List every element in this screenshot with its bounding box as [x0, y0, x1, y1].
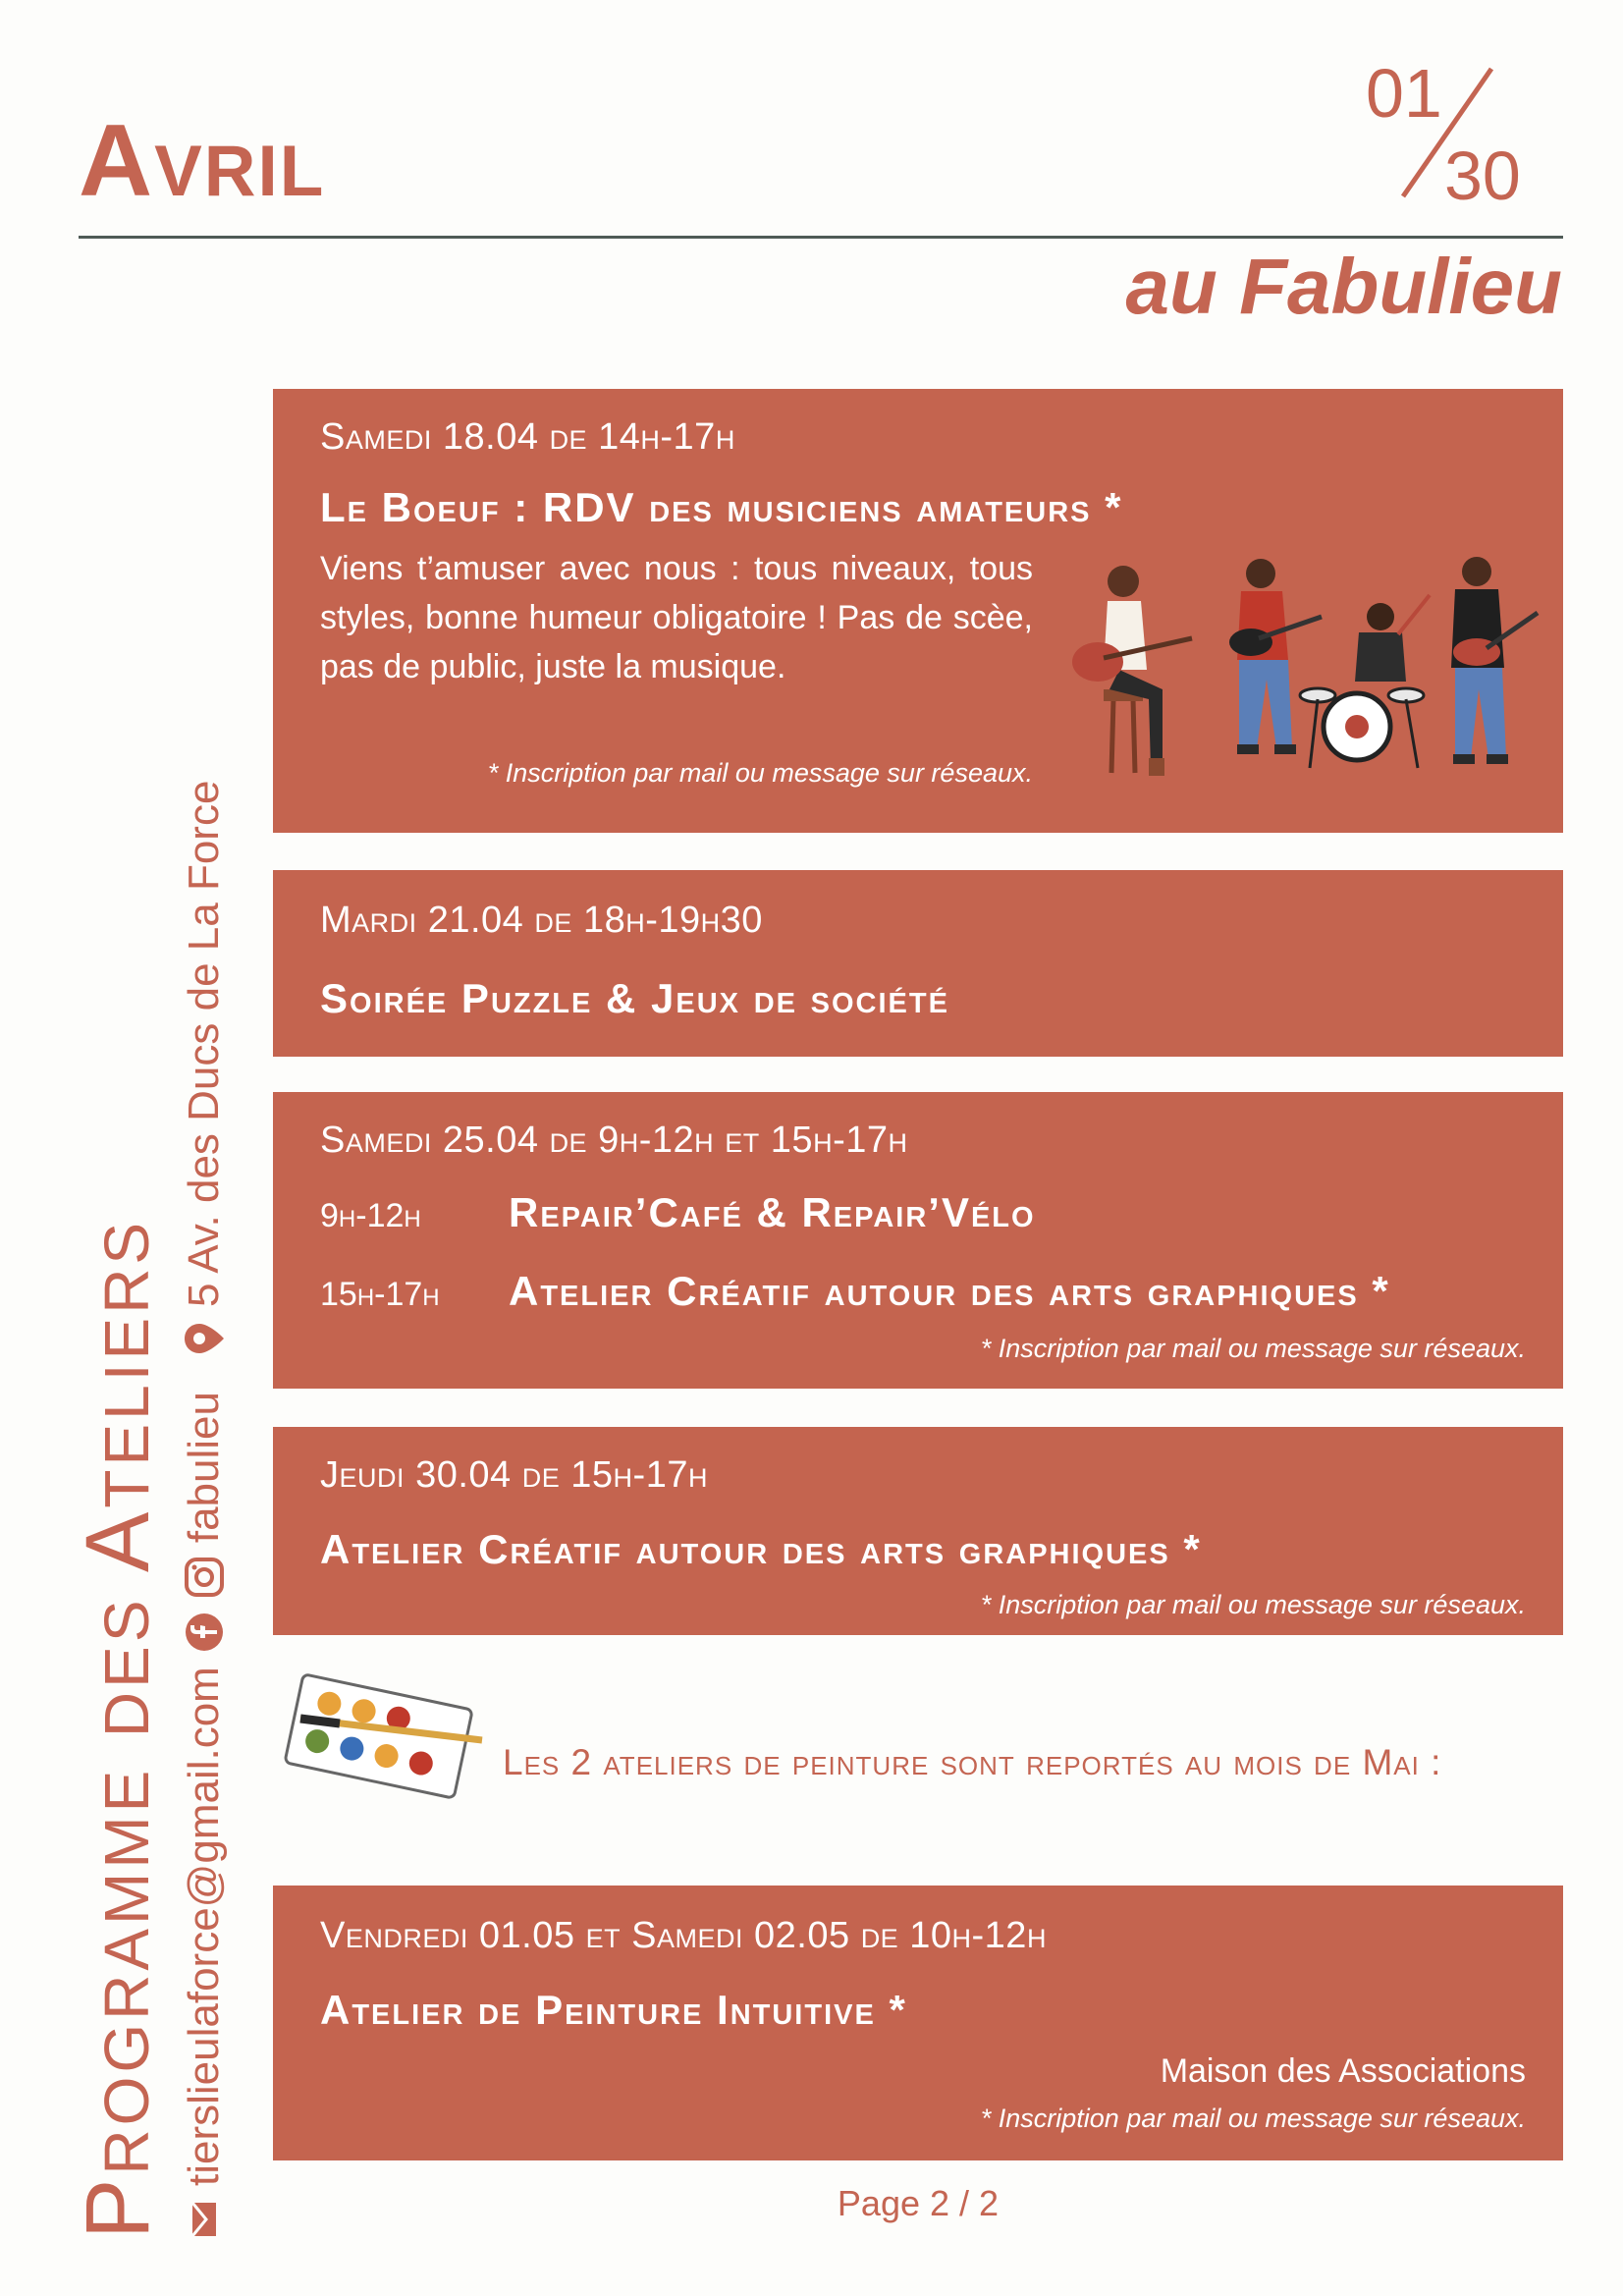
- page-number: Page 2 / 2: [837, 2183, 1000, 2223]
- sidebar-vertical: [69, 403, 245, 2239]
- registration-note: * Inscription par mail ou message sur réseaux.: [980, 1334, 1526, 1363]
- registration-note: * Inscription par mail ou message sur réseaux.: [487, 758, 1033, 788]
- venue-subtitle: au Fabulieu: [1125, 243, 1562, 330]
- event-date: Vendredi 01.05 et Samedi 02.05 de 10h-12h: [320, 1915, 1047, 1956]
- paint-palette-icon: [281, 1666, 491, 1803]
- slot-title: Repair’Café & Repair’Vélo: [509, 1189, 1036, 1235]
- event-card-boeuf: [273, 389, 1563, 833]
- event-slot: [320, 1189, 1036, 1235]
- month-title: Avril: [79, 104, 326, 218]
- event-title: Soirée Puzzle & Jeux de société: [320, 975, 949, 1021]
- date-range: [1336, 55, 1562, 226]
- address: 5 Av. des Ducs de La Force: [180, 780, 228, 1308]
- event-slot: [320, 1268, 1390, 1314]
- contact-email[interactable]: tierslieulaforce@gmail.com: [180, 1667, 228, 2186]
- location-pin-icon: [183, 1321, 226, 1356]
- event-date: Samedi 18.04 de 14h-17h: [320, 416, 735, 458]
- event-date: Samedi 25.04 de 9h-12h et 15h-17h: [320, 1120, 908, 1161]
- header-divider: [79, 236, 1563, 239]
- slot-time: 15h-17h: [320, 1276, 440, 1313]
- event-card-puzzle: [273, 870, 1563, 1057]
- event-card-creative: [273, 1427, 1563, 1635]
- event-date: Mardi 21.04 de 18h-19h30: [320, 900, 763, 941]
- social-handle[interactable]: fabulieu: [180, 1392, 228, 1544]
- date-start: 01: [1366, 55, 1442, 132]
- program-title: Programme des Ateliers: [68, 1218, 168, 2239]
- slot-title: Atelier Créatif autour des arts graphiques *: [509, 1268, 1390, 1314]
- contact-line: [175, 403, 234, 2239]
- postponed-notice: Les 2 ateliers de peinture sont reportés au mois de Mai :: [503, 1742, 1442, 1782]
- facebook-icon[interactable]: [184, 1612, 225, 1653]
- event-description: Viens t’amuser avec nous : tous niveaux, tous styles, bonne humeur obligatoire ! Pas de scèe, pas de public, juste la musique.: [320, 550, 1033, 685]
- instagram-icon[interactable]: [184, 1557, 225, 1598]
- registration-note: * Inscription par mail ou message sur réseaux.: [980, 2104, 1526, 2133]
- event-title: Atelier de Peinture Intuitive *: [320, 1987, 907, 2033]
- band-illustration: [1064, 552, 1542, 788]
- event-card-repair: [273, 1092, 1563, 1389]
- date-end: 30: [1444, 137, 1521, 214]
- registration-note: * Inscription par mail ou message sur réseaux.: [980, 1590, 1526, 1619]
- event-location: Maison des Associations: [1160, 2052, 1526, 2090]
- event-date: Jeudi 30.04 de 15h-17h: [320, 1454, 708, 1496]
- event-title: Le Boeuf : RDV des musiciens amateurs *: [320, 484, 1123, 530]
- event-title: Atelier Créatif autour des arts graphiques *: [320, 1526, 1202, 1572]
- event-card-painting: [273, 1886, 1563, 2160]
- slot-time: 9h-12h: [320, 1197, 421, 1234]
